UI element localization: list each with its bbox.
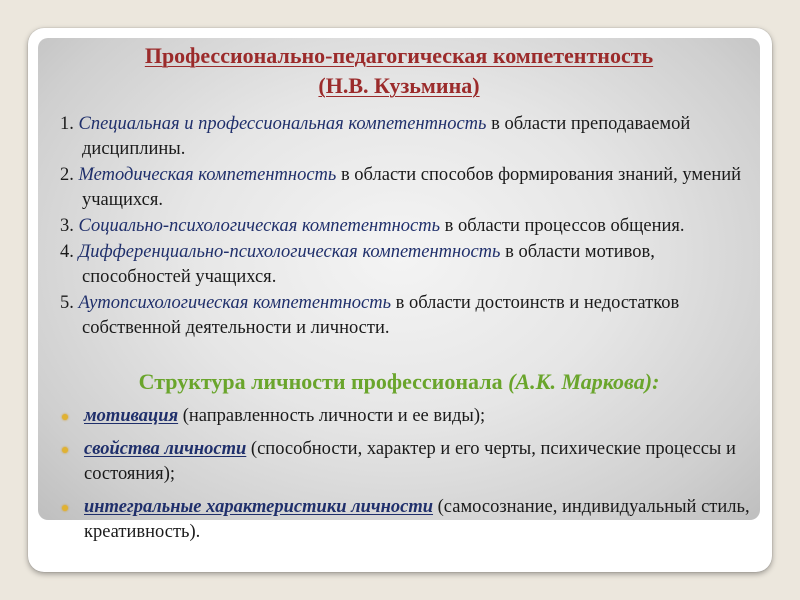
list-item xyxy=(60,437,760,487)
bullet-icon xyxy=(62,414,68,420)
slide-title: Профессионально-педагогическая компетентность xyxy=(144,43,654,68)
item-number: 1. xyxy=(60,114,74,134)
item-number: 3. xyxy=(60,216,74,236)
structure-title xyxy=(38,369,760,395)
bullet-icon xyxy=(62,447,68,453)
list-item xyxy=(60,404,760,429)
competency-desc: в области преподаваемой дисциплины. xyxy=(82,114,691,159)
competency-item xyxy=(60,291,760,341)
item-number: 2. xyxy=(60,165,74,185)
trait-term: интегральные характеристики личности xyxy=(84,497,434,517)
slide-title-author: (Н.В. Кузьмина) xyxy=(318,73,480,98)
trait-desc: (самосознание, индивидуальный стиль, креативность). xyxy=(84,497,750,542)
trait-list xyxy=(60,404,760,553)
item-number: 4. xyxy=(60,242,74,262)
competency-desc: в области процессов общения. xyxy=(440,216,685,236)
competency-term: Аутопсихологическая компетентность xyxy=(78,293,391,313)
competency-term: Социально-психологическая компетентность xyxy=(78,216,441,236)
structure-title-text: Структура личности профессионала xyxy=(138,369,509,394)
structure-title-author: (А.К. Маркова): xyxy=(508,369,660,394)
competency-item xyxy=(60,112,760,162)
competency-term: Специальная и профессиональная компетентность xyxy=(78,114,487,134)
competency-term: Дифференциально-психологическая компетентность xyxy=(78,242,501,262)
trait-term: свойства личности xyxy=(84,439,247,459)
competency-desc: в области достоинств и недостатков собственной деятельности и личности. xyxy=(82,293,680,338)
trait-term: мотивация xyxy=(84,406,179,426)
bullet-icon xyxy=(62,505,68,511)
competency-item xyxy=(60,163,760,213)
competency-item xyxy=(60,240,760,290)
list-item xyxy=(60,495,760,545)
competency-desc: в области мотивов, способностей учащихся. xyxy=(82,242,655,287)
trait-desc: (способности, характер и его черты, психические процессы и состояния); xyxy=(84,439,736,484)
competency-term: Методическая компетентность xyxy=(78,165,337,185)
competency-item xyxy=(60,214,760,239)
item-number: 5. xyxy=(60,293,74,313)
competency-list xyxy=(60,112,760,342)
trait-desc: (направленность личности и ее виды); xyxy=(178,406,486,426)
competency-desc: в области способов формирования знаний, умений учащихся. xyxy=(82,165,742,210)
